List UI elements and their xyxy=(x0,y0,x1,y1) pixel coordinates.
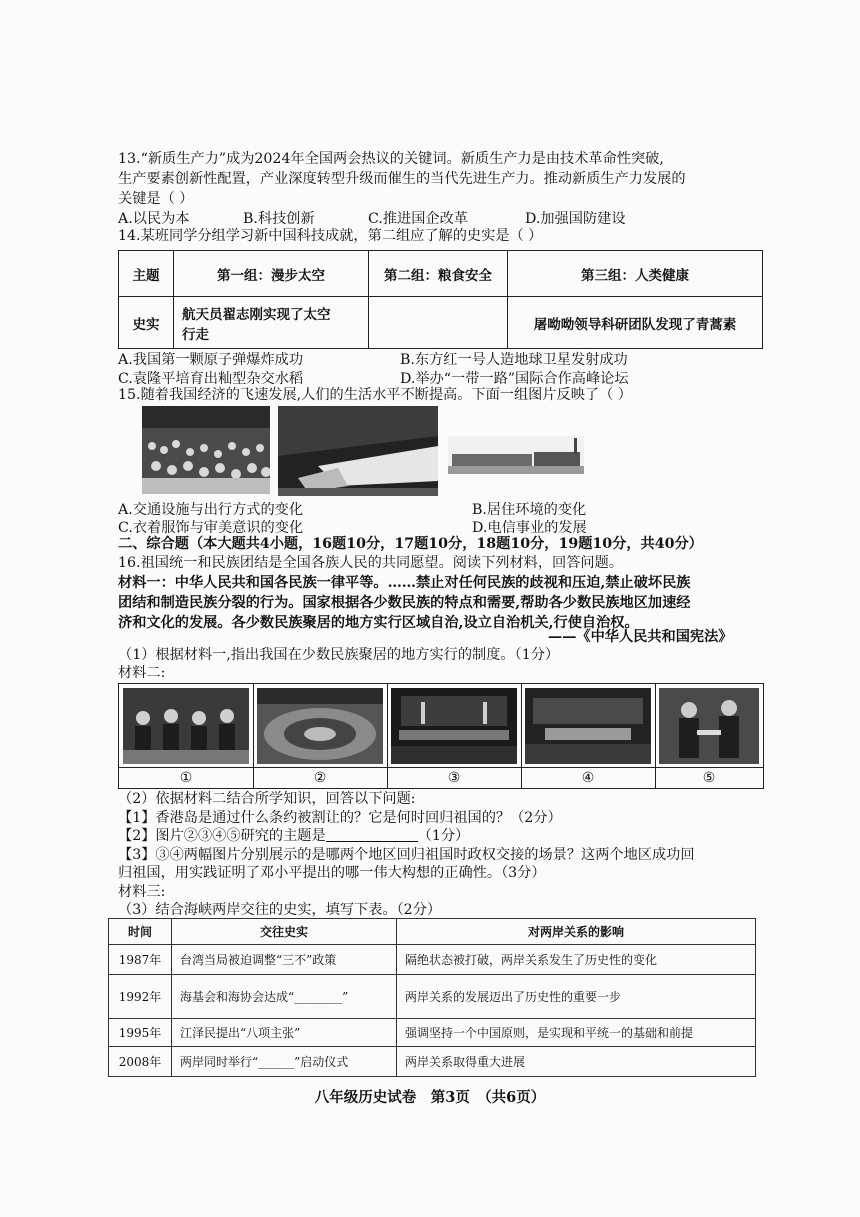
image-number-3: ③ xyxy=(387,767,521,786)
q14-option-c: C.袁隆平培育出籼型杂交水稻 xyxy=(118,371,304,387)
table-row xyxy=(109,1019,756,1047)
q13-option-a: A.以民为本 xyxy=(118,211,190,227)
q14-cell-group3: 屠呦呦领导科研团队发现了青蒿素 xyxy=(508,297,763,349)
table3-header-time: 时间 xyxy=(109,919,172,945)
image-cell-4 xyxy=(521,684,656,788)
q14-header-topic: 主题 xyxy=(119,251,174,297)
q16-sub2-3-line1: 【3】③④两幅图片分别展示的是哪两个地区回归祖国时政权交接的场景？这两个地区成功回 xyxy=(118,847,695,863)
image-number-2: ② xyxy=(253,767,387,786)
image-number-1: ① xyxy=(119,767,253,786)
q14-option-a: A.我国第一颗原子弹爆炸成功 xyxy=(118,352,304,368)
q16-sub2-2-text: 【2】图片②③④⑤研究的主题是 xyxy=(118,828,326,844)
material-1-line3: 济和文化的发展。各少数民族聚居的地方实行区域自治,设立自治机关,行使自治权。 xyxy=(118,615,639,631)
handover-stage-photo xyxy=(391,688,517,764)
macau-handover-photo xyxy=(525,688,651,764)
q16-sub3: （3）结合海峡两岸交往的史实，填写下表。（2分） xyxy=(118,902,442,918)
image-number-4: ④ xyxy=(521,767,655,786)
image-cell-1 xyxy=(119,684,254,788)
page-footer: 八年级历史试卷 第3页 （共6页） xyxy=(314,1089,546,1106)
q13-option-b: B.科技创新 xyxy=(243,211,315,227)
q16-sub2-1: 【1】香港岛是通过什么条约被割让的？它是何时回归祖国的？（2分） xyxy=(118,810,562,826)
q16-sub2: （2）依据材料二结合所学知识，回答以下问题: xyxy=(118,791,416,807)
table3-cell-year: 1987年 xyxy=(109,945,172,975)
high-speed-train-photo xyxy=(278,406,438,496)
q14-stem: 14.某班同学分组学习新中国科技成就，第二组应了解的史实是（ ） xyxy=(118,228,543,244)
q13-option-c: C.推进国企改革 xyxy=(368,211,468,227)
meeting-photo xyxy=(123,688,249,764)
table3-header-event: 交往史实 xyxy=(172,919,397,945)
table3-cell-impact: 隔绝状态被打破，两岸关系发生了历史性的变化 xyxy=(397,945,756,975)
q14-header-group1: 第一组：漫步太空 xyxy=(174,251,369,297)
answer-blank[interactable] xyxy=(326,841,418,842)
q16-sub2-3-line2: 归祖国，用实践证明了邓小平提出的哪一伟大构想的正确性。（3分） xyxy=(118,865,546,881)
q14-header-group3: 第三组：人类健康 xyxy=(508,251,763,297)
table3-header-impact: 对两岸关系的影响 xyxy=(397,919,756,945)
q13-line1: 13.“新质生产力”成为2024年全国两会热议的关键词。新质生产力是由技术革命性突破, xyxy=(118,151,664,167)
q14-option-b: B.东方红一号人造地球卫星发射成功 xyxy=(400,352,628,368)
table3-cell-event: 江泽民提出“八项主张” xyxy=(172,1019,397,1047)
q14-cell-group1-line2: 行走 xyxy=(182,326,209,343)
q14-header-group2: 第二组：粮食安全 xyxy=(369,251,508,297)
table3-cell-event: 台湾当局被迫调整“三不”政策 xyxy=(172,945,397,975)
q16-sub2-2 xyxy=(118,827,469,846)
q15-option-c: C.衣着服饰与审美意识的变化 xyxy=(118,520,304,536)
q15-option-b: B.居住环境的变化 xyxy=(472,502,587,518)
material-3-label: 材料三: xyxy=(118,884,166,900)
q14-cell-group2 xyxy=(369,297,508,349)
material-1-line1: 材料一：中华人民共和国各民族一律平等。……禁止对任何民族的歧视和压迫,禁止破坏民族 xyxy=(118,575,691,591)
table3-cell-year: 1992年 xyxy=(109,975,172,1019)
ceremony-hall-photo xyxy=(257,688,383,764)
q13-line2: 生产要素创新性配置，产业深度转型升级而催生的当代先进生产力。推动新质生产力发展的 xyxy=(118,171,686,187)
material-1-source: ——《中华人民共和国宪法》 xyxy=(548,629,733,645)
table-row xyxy=(109,1047,756,1077)
table3-cell-year: 1995年 xyxy=(109,1019,172,1047)
table3-cell-impact: 两岸关系取得重大进展 xyxy=(397,1047,756,1077)
table3-cell-impact: 强调坚持一个中国原则，是实现和平统一的基础和前提 xyxy=(397,1019,756,1047)
q14-table xyxy=(118,250,763,349)
handshake-photo xyxy=(659,688,759,764)
table-row xyxy=(109,975,756,1019)
material-1-line2: 团结和制造民族分裂的行为。国家根据各少数民族的特点和需要,帮助各少数民族地区加速经 xyxy=(118,595,691,611)
image-cell-3 xyxy=(387,684,522,788)
table3-cell-event: 两岸同时举行“______”启动仪式 xyxy=(172,1047,397,1077)
material-2-images xyxy=(118,683,764,789)
q13-line3: 关键是（ ） xyxy=(118,191,194,207)
cross-strait-table xyxy=(108,918,756,1077)
q14-option-d: D.举办“一带一路”国际合作高峰论坛 xyxy=(400,371,629,387)
crowd-photo xyxy=(142,406,270,494)
q13-option-d: D.加强国防建设 xyxy=(525,211,626,227)
section-2-heading: 二、综合题（本大题共4小题，16题10分，17题10分，18题10分，19题10分，共40分） xyxy=(118,536,703,552)
table3-cell-impact: 两岸关系的发展迈出了历史性的重要一步 xyxy=(397,975,756,1019)
material-2-label: 材料二: xyxy=(118,665,166,681)
table3-cell-year: 2008年 xyxy=(109,1047,172,1077)
airport-photo xyxy=(448,436,584,474)
q16-stem: 16.祖国统一和民族团结是全国各族人民的共同愿望。阅读下列材料，回答问题。 xyxy=(118,555,623,571)
q15-stem: 15.随着我国经济的飞速发展,人们的生活水平不断提高。下面一组图片反映了（ ） xyxy=(118,387,632,403)
q14-cell-group1-line1: 航天员翟志刚实现了太空 xyxy=(182,306,331,323)
q16-sub1: （1）根据材料一,指出我国在少数民族聚居的地方实行的制度。（1分） xyxy=(118,647,560,663)
q16-sub2-2-score: （1分） xyxy=(417,828,470,844)
image-cell-2 xyxy=(253,684,388,788)
image-cell-5 xyxy=(655,684,763,788)
q15-option-a: A.交通设施与出行方式的变化 xyxy=(118,502,304,518)
q14-cell-group1 xyxy=(174,297,369,349)
table-row xyxy=(109,945,756,975)
image-number-5: ⑤ xyxy=(655,767,763,786)
q14-row-label: 史实 xyxy=(119,297,174,349)
table3-cell-event: 海基会和海协会达成“________” xyxy=(172,975,397,1019)
q15-option-d: D.电信事业的发展 xyxy=(472,520,587,536)
